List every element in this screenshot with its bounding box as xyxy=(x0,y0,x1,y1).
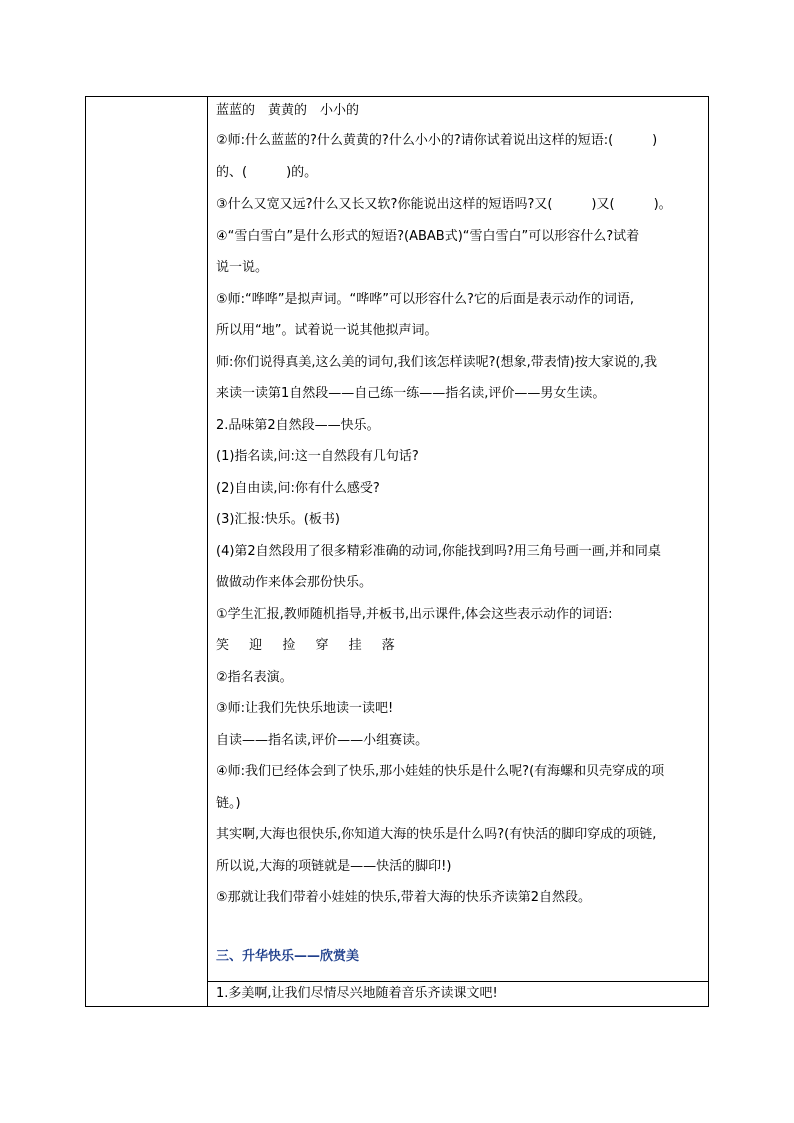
action-words-row xyxy=(216,638,704,654)
text-line: ⑤那就让我们带着小娃娃的快乐,带着大海的快乐齐读第2自然段。 xyxy=(216,890,592,905)
teaching-process-content xyxy=(216,103,704,976)
text-line: 做做动作来体会那份快乐。 xyxy=(216,575,373,590)
text-line: ③什么又宽又远?什么又长又软?你能说出这样的短语吗?又( )又( )。 xyxy=(216,197,672,212)
text-line: ④师:我们已经体会到了快乐,那小娃娃的快乐是什么呢?(有海螺和贝壳穿成的项 xyxy=(216,764,665,779)
action-word: 挂 xyxy=(348,638,362,653)
lesson-plan-table xyxy=(85,96,709,1007)
text-line: ②师:什么蓝蓝的?什么黄黄的?什么小小的?请你试着说出这样的短语:( ) xyxy=(216,133,658,148)
text-line: 来读一读第1自然段——自己练一练——指名读,评价——男女生读。 xyxy=(216,386,606,401)
text-line: 链。) xyxy=(216,796,241,811)
text-line: 所以说,大海的项链就是——快活的脚印!) xyxy=(216,859,452,874)
action-word: 穿 xyxy=(315,638,329,653)
action-word: 落 xyxy=(381,638,395,653)
left-column-cell xyxy=(86,97,208,1006)
text-line: (4)第2自然段用了很多精彩准确的动词,你能找到吗?用三角号画一画,并和同桌 xyxy=(216,544,661,559)
text-line: 1.多美啊,让我们尽情尽兴地随着音乐齐读课文吧! xyxy=(216,986,498,1001)
text-line: 师:你们说得真美,这么美的词句,我们该怎样读呢?(想象,带表情)按大家说的,我 xyxy=(216,355,657,370)
section-heading: 三、升华快乐——欣赏美 xyxy=(216,949,360,964)
text-line: 说一说。 xyxy=(216,260,269,275)
text-line: 所以用“地”。试着说一说其他拟声词。 xyxy=(216,323,438,338)
action-word: 笑 xyxy=(216,638,230,653)
text-line: ①学生汇报,教师随机指导,并板书,出示课件,体会这些表示动作的词语: xyxy=(216,607,613,622)
action-word: 迎 xyxy=(249,638,263,653)
text-line: 的、( )的。 xyxy=(216,165,318,180)
text-line: ⑤师:“哗哗”是拟声词。“哗哗”可以形容什么?它的后面是表示动作的词语, xyxy=(216,292,635,307)
text-line: (2)自由读,问:你有什么感受? xyxy=(216,481,380,496)
action-word: 捡 xyxy=(282,638,296,653)
text-line: 其实啊,大海也很快乐,你知道大海的快乐是什么吗?(有快活的脚印穿成的项链, xyxy=(216,827,657,842)
text-line: 蓝蓝的 黄黄的 小小的 xyxy=(216,103,360,118)
text-line: 2.品味第2自然段——快乐。 xyxy=(216,418,380,433)
text-line: (1)指名读,问:这一自然段有几句话? xyxy=(216,449,419,464)
text-line: ②指名表演。 xyxy=(216,670,293,685)
text-line: 自读——指名读,评价——小组赛读。 xyxy=(216,733,429,748)
text-line: (3)汇报:快乐。(板书) xyxy=(216,512,340,527)
text-line: ④“雪白雪白”是什么形式的短语?(ABAB式)“雪白雪白”可以形容什么?试着 xyxy=(216,229,640,244)
row-divider xyxy=(208,981,708,982)
text-line: ③师:让我们先快乐地读一读吧! xyxy=(216,701,394,716)
